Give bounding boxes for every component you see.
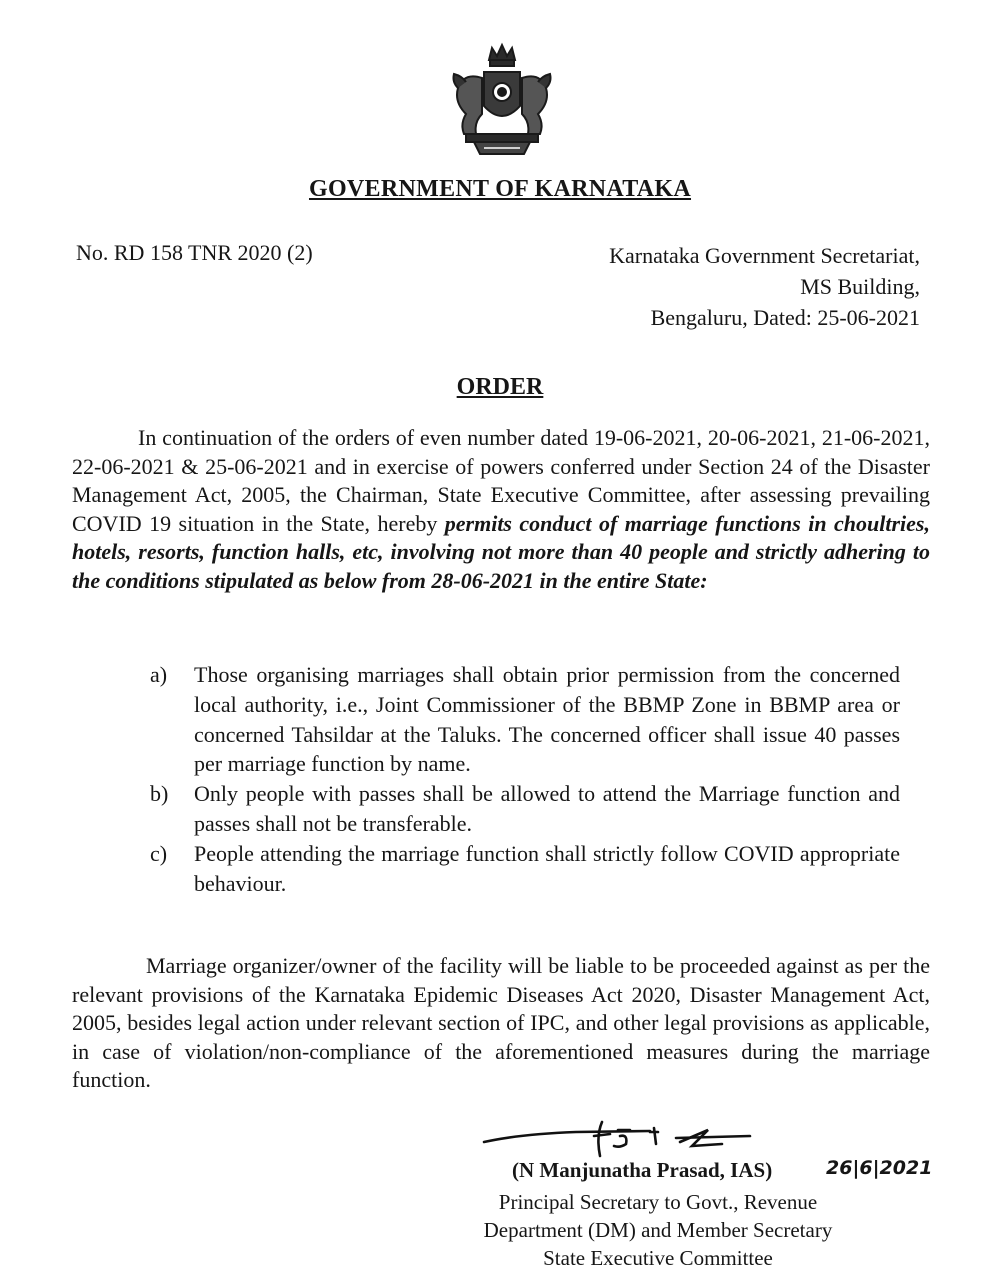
liability-paragraph: Marriage organizer/owner of the facility will be liable to be proceeded against as per the relevant provisions of the Karnataka Epidemic Diseases Act 2020, Disaster Management Act, 2005, besides legal action under relevant section of IPC, and other legal provisions as applicable, in case of violation/non-compliance of the aforementioned measures during the marriage function. — [72, 953, 930, 1093]
condition-text: Only people with passes shall be allowed to attend the Marriage function and passes shall not be transferable. — [194, 781, 900, 836]
condition-item — [150, 839, 900, 899]
condition-marker: b) — [150, 781, 169, 807]
signatory-name: (N Manjunatha Prasad, IAS) — [512, 1158, 773, 1182]
signatory-designation — [448, 1188, 868, 1272]
designation-line: State Executive Committee — [543, 1246, 773, 1270]
issuing-address — [609, 240, 920, 333]
designation-line: Department (DM) and Member Secretary — [483, 1218, 833, 1242]
condition-marker: c) — [150, 840, 168, 866]
address-line: Bengaluru, Dated: 25-06-2021 — [650, 305, 920, 330]
condition-text: Those organising marriages shall obtain prior permission from the concerned local authority, i.e., Joint Commissioner of the BBMP Zone in BBMP area or concerned Tahsildar at the Taluks. The concerned officer shall issue 40 passes per marriage function by name. — [194, 662, 900, 777]
karnataka-state-emblem-icon — [444, 42, 560, 160]
address-line: MS Building, — [800, 274, 920, 299]
condition-marker: a) — [150, 662, 168, 687]
intro-text: In continuation of the orders of even number dated 19-06-2021, 20-06-2021, 21-06-2021, 22-06-2021 & 25-06-2021 and in exercise of powers conferred under Section 24 of the Disaster Management Act, 2005, the Chairman, State Executive Committee, after assessing prevailing COVID 19 situation in the State, hereby — [72, 425, 930, 536]
designation-line: Principal Secretary to Govt., Revenue — [498, 1190, 818, 1214]
government-title: GOVERNMENT OF KARNATAKA — [308, 176, 692, 202]
address-line: Karnataka Government Secretariat, — [609, 243, 920, 268]
condition-item — [150, 779, 900, 839]
condition-item — [150, 660, 900, 779]
order-intro-paragraph — [72, 424, 930, 596]
reference-number: No. RD 158 TNR 2020 (2) — [76, 240, 313, 265]
signature-date: 26|6|2021 — [826, 1157, 933, 1179]
conditions-list — [150, 660, 900, 898]
handwritten-signature — [480, 1116, 800, 1158]
intro-emphasis-text: permits conduct of marriage functions in choultries, hotels, resorts, function halls, etc, involving not more than 40 people and strictly adhering to the conditions stipulated as below from 28-06-2021 in the entire State: — [72, 510, 930, 593]
condition-text: People attending the marriage function shall strictly follow COVID appropriate behaviour. — [194, 840, 900, 896]
order-heading: ORDER — [456, 374, 544, 400]
